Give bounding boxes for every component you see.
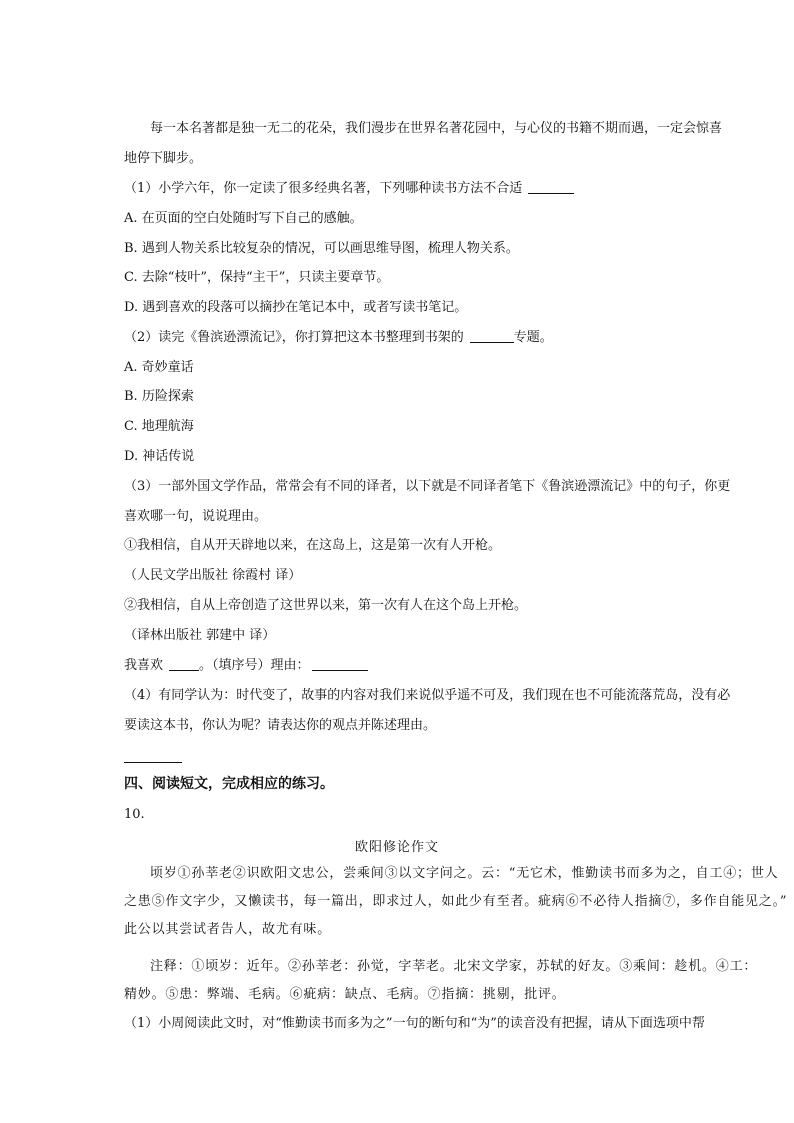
answer-blank-reason[interactable]: [312, 656, 368, 671]
passage-line-3: 此公以其尝试者告人，故尤有味。: [124, 922, 332, 937]
section-4-heading: 四、阅读短文，完成相应的练习。: [124, 776, 334, 792]
question-2-option-c: C. 地理航海: [124, 419, 194, 434]
question-3-stem-line-1: （3）一部外国文学作品，常常会有不同的译者，以下就是不同译者笔下《鲁滨逊漂流记》中的句子，你更: [124, 479, 731, 494]
question-2-option-d: D. 神话传说: [124, 449, 195, 464]
question-1-option-a: A. 在页面的空白处随时写下自己的感触。: [124, 211, 363, 226]
question-10-number: 10.: [124, 807, 145, 822]
question-3-answer-prefix: 我喜欢: [124, 658, 164, 673]
question-1-option-d: D. 遇到喜欢的段落可以摘抄在笔记本中，或者写读书笔记。: [124, 300, 468, 315]
question-4-answer-blank[interactable]: [124, 762, 182, 763]
passage-line-2: 之患⑤作文字少，又懒读书，每一篇出，即求过人，如此少有至者。疵病⑥不必待人指摘⑦，多作自能见之。”: [124, 894, 788, 909]
question-3-quote-2: ②我相信，自从上帝创造了这世界以来，第一次有人在这个岛上开枪。: [124, 598, 528, 613]
question-3-answer-line: [124, 656, 368, 676]
question-1-option-b: B. 遇到人物关系比较复杂的情况，可以画思维导图，梳理人物关系。: [124, 241, 519, 256]
intro-line-2: 地停下脚步。: [124, 151, 203, 166]
question-2-text-after: 专题。: [513, 330, 553, 345]
passage-title: 欧阳修论作文: [354, 840, 439, 855]
question-3-quote-1: ①我相信，自从开天辟地以来，在这岛上，这是第一次有人开枪。: [124, 538, 502, 553]
question-3-source-2: （译林出版社 郭建中 译）: [124, 628, 276, 643]
question-2-option-b: B. 历险探索: [124, 389, 194, 404]
answer-blank[interactable]: [528, 179, 574, 194]
passage-line-1: 顷岁①孙莘老②识欧阳文忠公，尝乘间③以文字问之。云：“无它术，惟勤读书而多为之，自工④；世人: [150, 866, 779, 881]
answer-blank-choice[interactable]: [169, 656, 199, 671]
question-4-line-2: 要读这本书，你认为呢？请表达你的观点并陈述理由。: [124, 718, 437, 733]
notes-line-1: 注释：①顷岁：近年。②孙莘老：孙觉，字莘老。北宋文学家，苏轼的好友。③乘间：趁机。④工：: [150, 959, 758, 974]
question-2-stem: [124, 328, 553, 348]
question-3-stem-line-2: 喜欢哪一句，说说理由。: [124, 509, 268, 524]
question-10-1-stem: （1）小周阅读此文时，对“惟勤读书而多为之”一句的断句和“为”的读音没有把握，请从下面选项中帮: [124, 1016, 705, 1031]
question-2-option-a: A. 奇妙童话: [124, 360, 194, 375]
intro-line-1: 每一本名著都是独一无二的花朵，我们漫步在世界名著花园中，与心仪的书籍不期而遇，一定会惊喜: [150, 121, 723, 136]
question-1-stem: [124, 179, 574, 199]
answer-blank[interactable]: [470, 328, 514, 343]
notes-line-2: 精妙。⑤患：弊端、毛病。⑥疵病：缺点、毛病。⑦指摘：挑剔，批评。: [124, 987, 566, 1002]
question-4-line-1: （4）有同学认为：时代变了，故事的内容对我们来说似乎遥不可及，我们现在也不可能流落荒岛，没有必: [124, 688, 731, 703]
question-3-source-1: （人民文学出版社 徐霞村 译）: [124, 568, 302, 583]
question-2-text-before: （2）读完《鲁滨逊漂流记》，你打算把这本书整理到书架的: [124, 330, 464, 345]
question-1-option-c: C. 去除“枝叶”，保持“主干”，只读主要章节。: [124, 270, 390, 285]
question-3-answer-mid: 。（填序号）理由：: [199, 658, 310, 673]
question-1-text: （1）小学六年，你一定读了很多经典名著，下列哪种读书方法不合适: [124, 181, 523, 196]
